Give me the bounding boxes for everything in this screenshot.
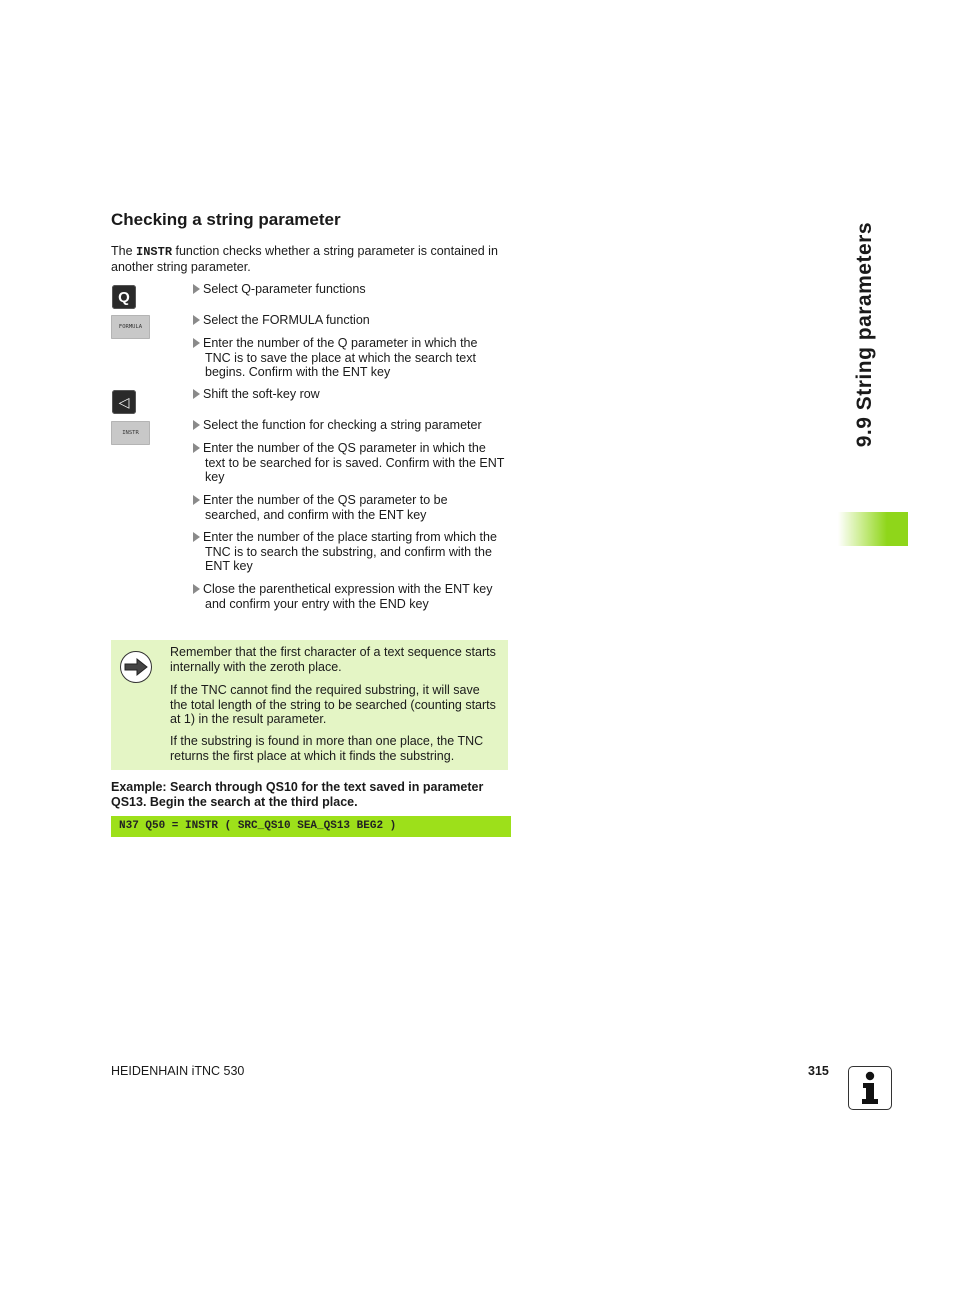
step-2: Select the FORMULA function <box>193 313 511 328</box>
instr-code: INSTR <box>136 245 173 259</box>
step-3: Enter the number of the Q parameter in which the TNC is to save the place at which the search text begins. Confirm with the ENT key <box>193 336 511 380</box>
bullet-triangle-icon <box>193 389 200 399</box>
chapter-tab <box>838 512 908 546</box>
formula-softkey[interactable]: FORMULA <box>111 315 150 339</box>
instr-softkey[interactable]: INSTR <box>111 421 150 445</box>
chapter-title: 9.9 String parameters <box>853 222 876 448</box>
page-number: 315 <box>808 1064 829 1078</box>
step-4: Shift the soft-key row <box>193 387 511 402</box>
note-paragraph-1: Remember that the first character of a text sequence starts internally with the zeroth place. <box>170 645 496 674</box>
note-paragraph-3: If the substring is found in more than one place, the TNC returns the first place at which it finds the substring. <box>170 734 484 763</box>
step-8: Enter the number of the place starting from which the TNC is to search the substring, and confirm with the ENT key <box>193 530 511 574</box>
section-heading: Checking a string parameter <box>111 210 341 229</box>
step-5: Select the function for checking a string parameter <box>193 418 511 433</box>
code-example: N37 Q50 = INSTR ( SRC_QS10 SEA_QS13 BEG2 ) <box>111 816 511 837</box>
bullet-triangle-icon <box>193 284 200 294</box>
bullet-triangle-icon <box>193 315 200 325</box>
bullet-triangle-icon <box>193 420 200 430</box>
q-key[interactable]: Q <box>112 285 136 309</box>
step-9: Close the parenthetical expression with the ENT key and confirm your entry with the END key <box>193 582 511 611</box>
step-7: Enter the number of the QS parameter to be searched, and confirm with the ENT key <box>193 493 511 522</box>
intro-paragraph: The INSTR function checks whether a string parameter is contained in another string parameter. <box>111 244 498 274</box>
step-1: Select Q-parameter functions <box>193 282 511 297</box>
bullet-triangle-icon <box>193 338 200 348</box>
bullet-triangle-icon <box>193 584 200 594</box>
bullet-triangle-icon <box>193 532 200 542</box>
bullet-triangle-icon <box>193 495 200 505</box>
note-box <box>111 640 508 770</box>
note-paragraph-2: If the TNC cannot find the required substring, it will save the total length of the string to be searched (counting starts at 1) in the result parameter. <box>170 683 496 726</box>
step-6: Enter the number of the QS parameter in which the text to be searched for is saved. Confirm with the ENT key <box>193 441 511 485</box>
arrow-right-icon <box>120 651 152 683</box>
example-title: Example: Search through QS10 for the text saved in parameter QS13. Begin the search at the third place. <box>111 780 484 809</box>
info-icon <box>848 1066 892 1110</box>
bullet-triangle-icon <box>193 443 200 453</box>
footer-product: HEIDENHAIN iTNC 530 <box>111 1064 245 1078</box>
shift-softkey-row-key[interactable]: ◁ <box>112 390 136 414</box>
